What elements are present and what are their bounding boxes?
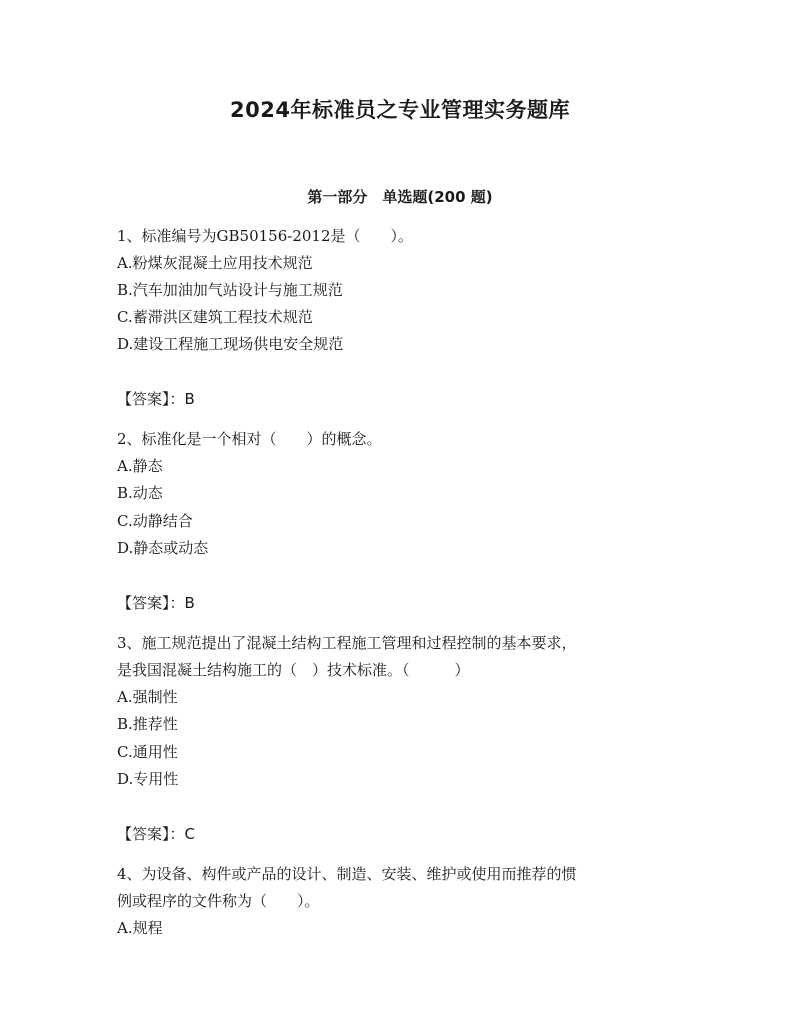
question-1-option-b: B.汽车加油加气站设计与施工规范 [117, 281, 343, 299]
question-4-option-a: A.规程 [117, 919, 163, 937]
question-4-stem-line-1: 4、为设备、构件或产品的设计、制造、安装、维护或使用而推荐的惯 [117, 865, 577, 883]
question-1-option-d: D.建设工程施工现场供电安全规范 [117, 335, 344, 353]
question-1-stem: 1、标准编号为GB50156-2012是（ ）。 [117, 227, 414, 245]
question-2-option-d: D.静态或动态 [117, 539, 209, 557]
question-2-option-b: B.动态 [117, 484, 163, 502]
section-heading: 第一部分 单选题(200 题) [307, 188, 493, 206]
question-1-option-a: A.粉煤灰混凝土应用技术规范 [117, 254, 313, 272]
question-3-option-a: A.强制性 [117, 688, 178, 706]
question-2-stem: 2、标准化是一个相对（ ）的概念。 [117, 430, 382, 448]
question-2-option-a: A.静态 [117, 457, 163, 475]
question-3-option-d: D.专用性 [117, 770, 179, 788]
question-2-answer: 【答案】：B [117, 594, 195, 612]
question-4-stem-line-2: 例或程序的文件称为（ ）。 [117, 892, 320, 910]
question-2-option-c: C.动静结合 [117, 512, 193, 530]
question-1-option-c: C.蓄滞洪区建筑工程技术规范 [117, 308, 313, 326]
question-3-stem-line-1: 3、施工规范提出了混凝土结构工程施工管理和过程控制的基本要求， [117, 634, 577, 652]
question-3-option-b: B.推荐性 [117, 715, 178, 733]
question-3-option-c: C.通用性 [117, 743, 178, 761]
question-3-stem-line-2: 是我国混凝土结构施工的（ ）技术标准。（ ） [117, 661, 470, 679]
document-title: 2024年标准员之专业管理实务题库 [230, 98, 570, 122]
question-3-answer: 【答案】：C [117, 825, 195, 843]
question-1-answer: 【答案】：B [117, 390, 195, 408]
